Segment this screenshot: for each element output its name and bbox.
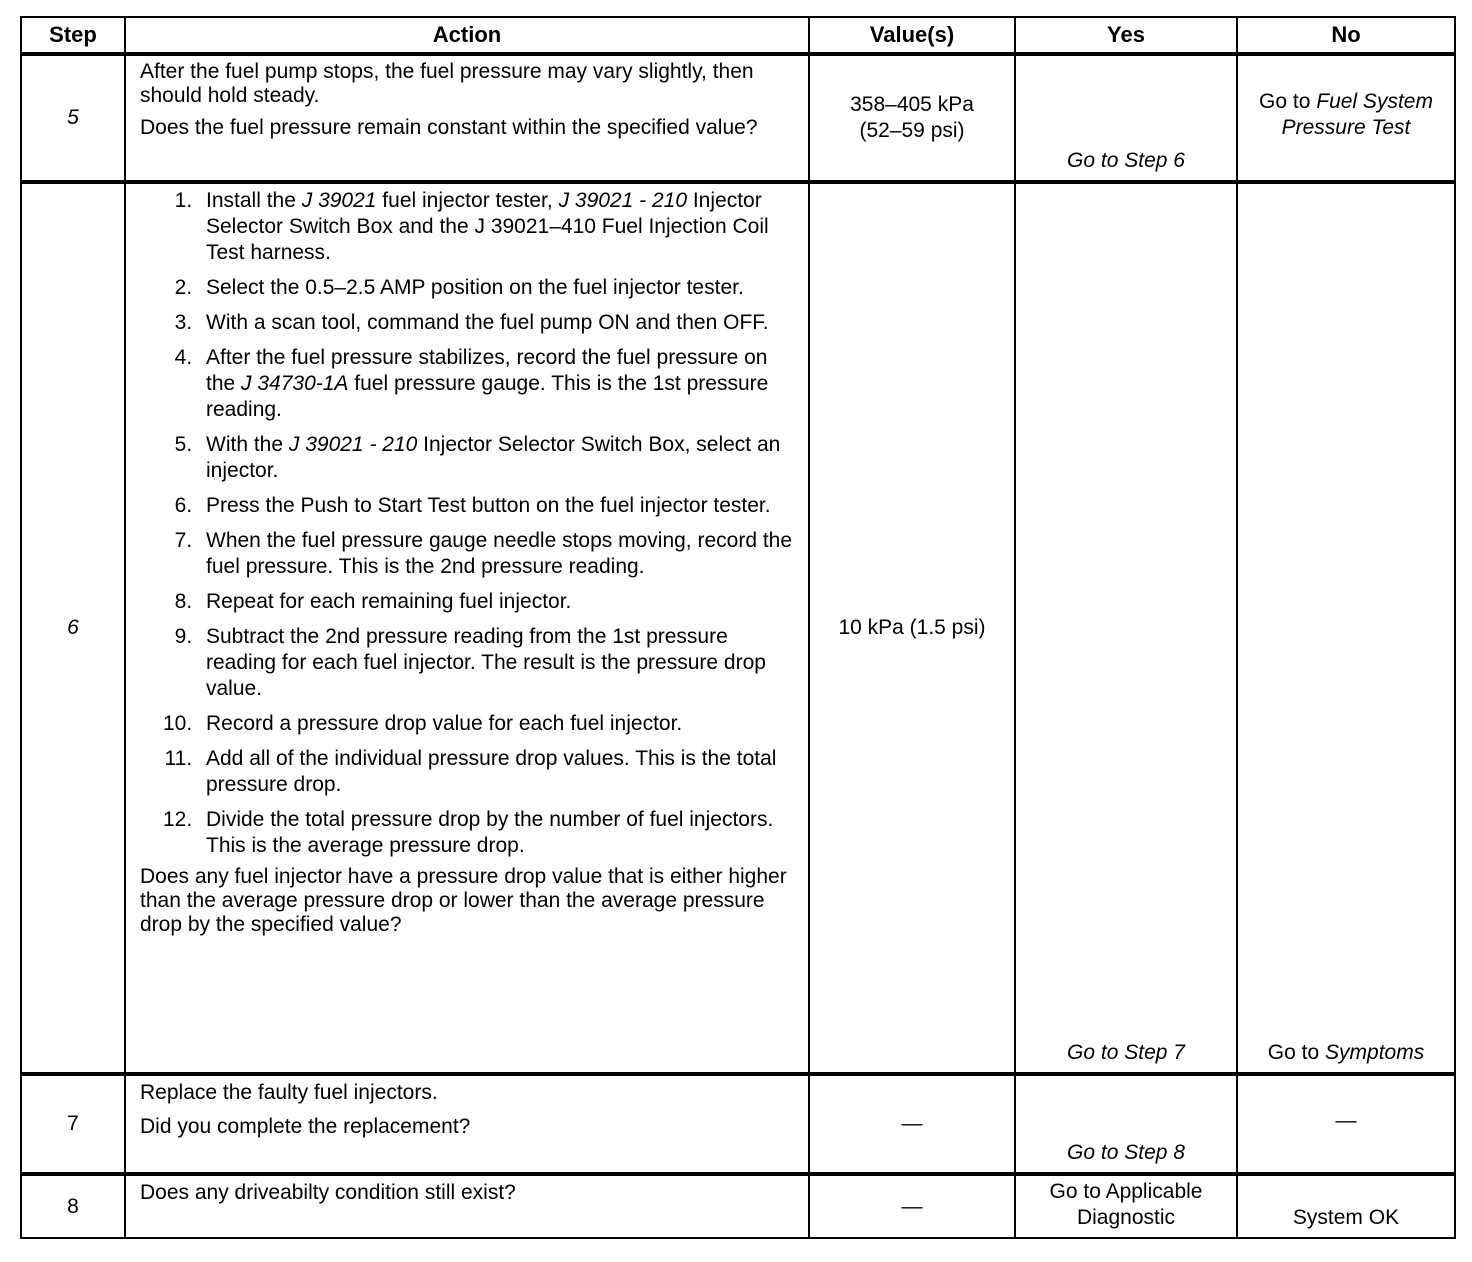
header-yes: Yes: [1015, 17, 1237, 54]
procedure-step: 3. With a scan tool, command the fuel pump ON and then OFF.: [198, 310, 794, 336]
no-cell: System OK: [1237, 1174, 1455, 1238]
yes-cell: Go to Step 7: [1015, 182, 1237, 1074]
procedure-step: 6. Press the Push to Start Test button on the fuel injector tester.: [198, 493, 794, 519]
header-no: No: [1237, 17, 1455, 54]
value-cell: —: [809, 1174, 1015, 1238]
action-cell: [125, 182, 809, 1074]
header-step: Step: [21, 17, 125, 54]
table-row-step-7: [21, 1074, 1455, 1174]
procedure-step: 9. Subtract the 2nd pressure reading from the 1st pressure reading for each fuel injector. The result is the pressure drop value.: [198, 624, 794, 702]
header-values: Value(s): [809, 17, 1015, 54]
value-cell: 10 kPa (1.5 psi): [809, 182, 1015, 1074]
no-prefix: Go to: [1259, 90, 1311, 113]
action-cell: [125, 1174, 809, 1238]
header-row: [21, 17, 1455, 54]
tool-ref: J 39021: [301, 189, 377, 212]
no-prefix: Go to: [1267, 1041, 1320, 1064]
step-number: 5: [21, 54, 125, 182]
no-link-symptoms[interactable]: Symptoms: [1325, 1041, 1425, 1064]
procedure-step: 4. After the fuel pressure stabilizes, record the fuel pressure on the J 34730-1A fuel pressure gauge. This is the 1st pressure reading.: [198, 345, 794, 423]
procedure-step: 5. With the J 39021 - 210 Injector Selector Switch Box, select an injector.: [198, 432, 794, 484]
step-number: 8: [21, 1174, 125, 1238]
tool-ref: J 34730-1A: [241, 372, 349, 395]
action-question: Does any fuel injector have a pressure drop value that is either higher than the average pressure drop or lower than the average pressure drop by the specified value?: [140, 865, 787, 936]
action-question: Does the fuel pressure remain constant within the specified value?: [140, 116, 758, 139]
action-question: Did you complete the replacement?: [140, 1115, 471, 1138]
procedure-step: 7. When the fuel pressure gauge needle stops moving, record the fuel pressure. This is the 2nd pressure reading.: [198, 528, 794, 580]
yes-cell: Go to Applicable Diagnostic: [1015, 1174, 1237, 1238]
no-link-fuel-system-pressure-test[interactable]: Fuel System Pressure Test: [1281, 90, 1433, 139]
table-row-step-8: [21, 1174, 1455, 1238]
table-row-step-5: [21, 54, 1455, 182]
no-cell: [1237, 182, 1455, 1074]
procedure-step: 8. Repeat for each remaining fuel injector.: [198, 589, 794, 615]
action-text: Replace the faulty fuel injectors.: [140, 1081, 438, 1104]
no-cell: —: [1237, 1074, 1455, 1174]
action-text: After the fuel pump stops, the fuel pressure may vary slightly, then should hold steady.: [140, 60, 754, 107]
diagnostic-table: [20, 16, 1456, 1239]
yes-cell: Go to Step 8: [1015, 1074, 1237, 1174]
value-kpa: 358–405 kPa: [850, 93, 974, 116]
step-number: 6: [21, 182, 125, 1074]
procedure-list: [140, 188, 794, 859]
value-psi: (52–59 psi): [859, 119, 965, 142]
procedure-step: 1. Install the J 39021 fuel injector tester, J 39021 - 210 Injector Selector Switch Box and the J 39021–410 Fuel Injection Coil Test harness.: [198, 188, 794, 266]
table-row-step-6: [21, 182, 1455, 1074]
procedure-step: 10. Record a pressure drop value for each fuel injector.: [198, 711, 794, 737]
action-question: Does any driveabilty condition still exist?: [140, 1181, 516, 1204]
value-cell: —: [809, 1074, 1015, 1174]
value-cell: [809, 54, 1015, 182]
no-cell: [1237, 54, 1455, 182]
yes-cell: Go to Step 6: [1015, 54, 1237, 182]
procedure-step: 2. Select the 0.5–2.5 AMP position on the fuel injector tester.: [198, 275, 794, 301]
procedure-step: 11. Add all of the individual pressure drop values. This is the total pressure drop.: [198, 746, 794, 798]
tool-ref: J 39021 - 210: [558, 189, 687, 212]
header-action: Action: [125, 17, 809, 54]
procedure-step: 12. Divide the total pressure drop by the number of fuel injectors. This is the average pressure drop.: [198, 807, 794, 859]
action-cell: [125, 54, 809, 182]
action-cell: [125, 1074, 809, 1174]
step-number: 7: [21, 1074, 125, 1174]
tool-ref: J 39021 - 210: [288, 433, 418, 456]
